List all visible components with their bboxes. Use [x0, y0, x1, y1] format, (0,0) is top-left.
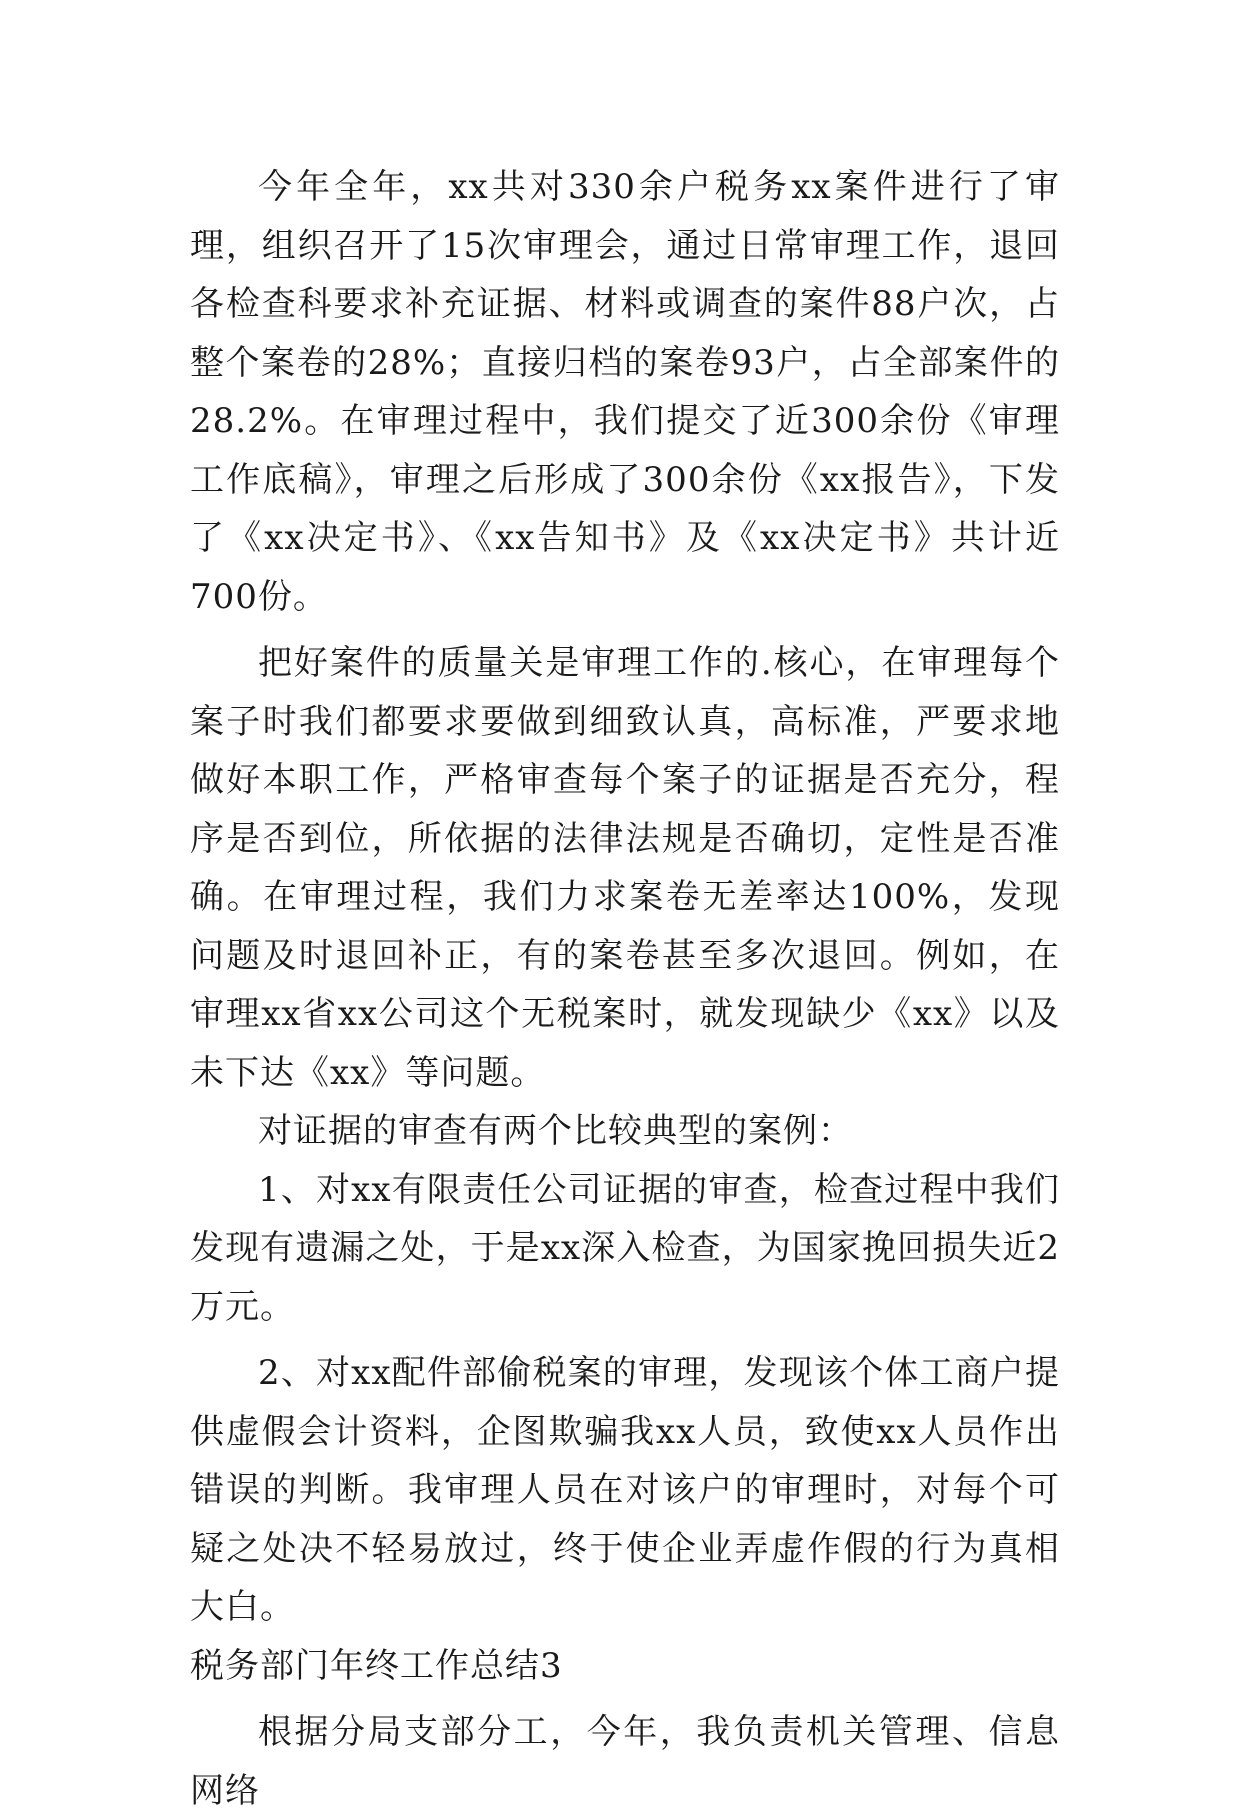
section-heading: 税务部门年终工作总结3: [190, 1645, 563, 1686]
paragraph-quality-control: 把好案件的质量关是审理工作的.核心，在审理每个案子时我们都要求要做到细致认真，高标准，严要求地做好本职工作，严格审查每个案子的证据是否充分，程序是否到位，所依据的法律法规是否确切，定性是否准确。在审理过程，我们力求案卷无差率达100%，发现问题及时退回补正，有的案卷甚至多次退回。例如，在审理xx省xx公司这个无税案时，就发现缺少《xx》以及未下达《xx》等问题。: [190, 643, 1060, 1093]
paragraph-next-section: 根据分局支部分工，今年，我负责机关管理、信息网络: [190, 1712, 1060, 1811]
paragraph-case-one: 1、对xx有限责任公司证据的审查，检查过程中我们发现有遗漏之处，于是xx深入检查，为国家挽回损失近2万元。: [190, 1169, 1060, 1327]
paragraph-case-two: 2、对xx配件部偷税案的审理，发现该个体工商户提供虚假会计资料，企图欺骗我xx人员，致使xx人员作出错误的判断。我审理人员在对该户的审理时，对每个可疑之处决不轻易放过，终于使企业弄虚作假的行为真相大白。: [190, 1353, 1060, 1627]
document-body: [190, 158, 1060, 1820]
paragraph-case-review-summary: 今年全年，xx共对330余户税务xx案件进行了审理，组织召开了15次审理会，通过日常审理工作，退回各检查科要求补充证据、材料或调查的案件88户次，占整个案卷的28%；直接归档的案卷93户，占全部案件的28.2%。在审理过程中，我们提交了近300余份《审理工作底稿》，审理之后形成了300余份《xx报告》，下发了《xx决定书》、《xx告知书》及《xx决定书》共计近700份。: [190, 167, 1060, 617]
paragraph-evidence-cases-intro: 对证据的审查有两个比较典型的案例：: [258, 1111, 853, 1151]
